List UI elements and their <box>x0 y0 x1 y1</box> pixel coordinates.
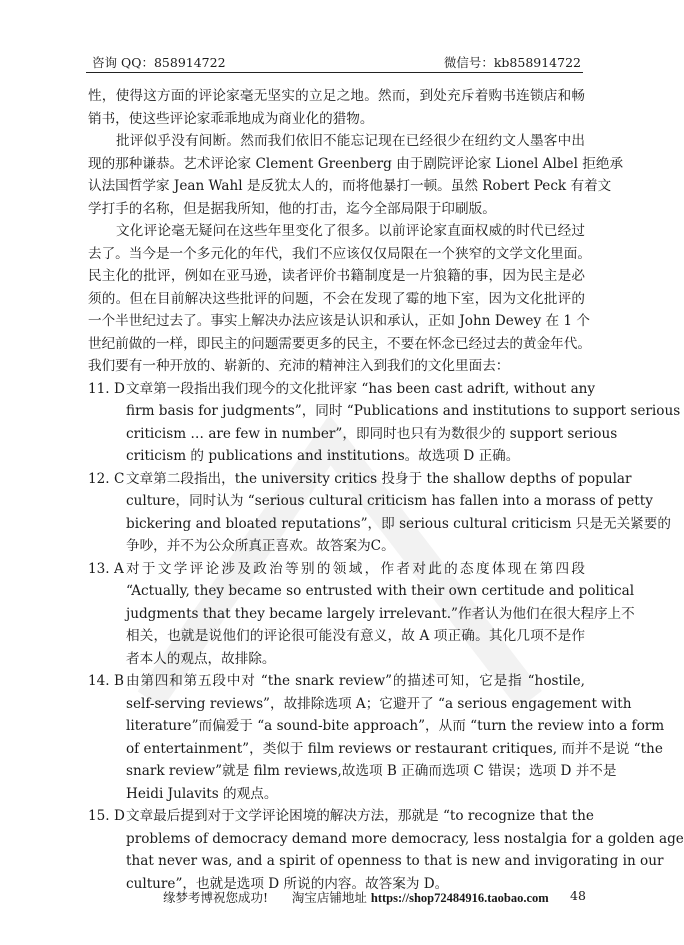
answer-item <box>88 558 635 671</box>
answer-line: bickering and bloated reputations”，即 serious cultural criticism 只是无关紧要的 <box>126 515 671 532</box>
paragraph-line: 性，使得这方面的评论家毫无坚实的立足之地。然而，到处充斥着购书连锁店和畅 <box>88 88 585 104</box>
answer-line: 文章第二段指出，the university critics 投身于 the shallow depths of popular <box>126 470 632 487</box>
document-body <box>88 85 684 895</box>
answer-number: 13. A <box>88 560 124 577</box>
paragraph-line: 去了。当今是一个多元化的年代，我们不应该仅仅局限在一个狭窄的文学文化里面。 <box>88 245 591 262</box>
page-header <box>86 52 583 73</box>
footer-shop-label: 淘宝店铺地址 <box>291 890 367 905</box>
answer-line: “Actually, they became so entrusted with their own certitude and political <box>126 583 635 599</box>
answer-line: 相关，也就是说他们的评论很可能没有意义，故 A 项正确。其化几项不是作 <box>126 628 585 644</box>
paragraph-line: 我们要有一种开放的、崭新的、充沛的精神注入到我们的文化里面去： <box>88 358 510 374</box>
paragraph-line: 现的那种谦恭。艺术评论家 Clement Greenberg 由于剧院评论家 Lionel Albel 拒绝承 <box>88 155 624 172</box>
paragraph <box>88 85 585 130</box>
paragraph-line: 文化评论毫无疑问在这些年里变化了很多。以前评论家直面权威的时代已经过 <box>116 223 585 239</box>
footer-slogan: 缘梦考博祝您成功! <box>163 890 269 905</box>
answer-item <box>88 805 684 895</box>
paragraph-line: 一个半世纪过去了。事实上解决办法应该是认识和承认，正如 John Dewey 在 1 个 <box>88 313 590 329</box>
paragraph-line: 须的。但在目前解决这些批评的问题，不会在发现了霉的地下室，因为文化批评的 <box>88 290 585 307</box>
answer-line: 文章最后提到对于文学评论困境的解决方法，那就是 “to recognize that the <box>126 808 594 824</box>
answer-line: problems of democracy demand more democracy, less nostalgia for a golden age <box>126 830 684 847</box>
answer-line: criticism … are few in number”，即同时也只有为数很少的 support serious <box>126 425 618 442</box>
paragraph-line: 销书，使这些评论家乖乖地成为商业化的猎物。 <box>88 110 374 127</box>
answer-line: firm basis for judgments”，同时 “Publications and institutions to support serious <box>126 403 681 419</box>
footer-shop-link[interactable]: https://shop72484916.taobao.com <box>370 891 549 905</box>
answer-number: 15. D <box>88 808 125 824</box>
answer-line: self-serving reviews”，故排除选项 A；它避开了 “a serious engagement with <box>126 695 632 712</box>
answer-line: 者本人的观点，故排除。 <box>126 650 276 667</box>
answer-item <box>88 468 671 558</box>
answer-line: criticism 的 publications and institutions。故选项 D 正确。 <box>126 448 520 464</box>
answer-item <box>88 378 681 468</box>
answer-line: 争吵，并不为公众所真正喜欢。故答案为C。 <box>126 538 395 554</box>
paragraph-line: 批评似乎没有间断。然而我们依旧不能忘记现在已经很少在纽约文人墨客中出 <box>116 133 585 149</box>
answer-line: 由第四和第五段中对 “the snark review”的描述可知，它是指 “hostile, <box>126 673 585 689</box>
paragraph-line: 认法国哲学家 Jean Wahl 是反犹太人的，而将他暴打一顿。虽然 Robert Peck 有着文 <box>88 178 612 194</box>
answer-number: 14. B <box>88 673 124 689</box>
answer-line: that never was, and a spirit of openness to that is new and invigorating in our <box>126 853 664 869</box>
answer-line: literature”而偏爱于 “a sound-bite approach”，从而 “turn the review into a form <box>126 718 665 734</box>
paragraph <box>88 220 591 378</box>
paragraph <box>88 130 624 220</box>
answer-line: 对于文学评论涉及政治等别的领域，作者对此的态度体现在第四段 <box>126 560 585 577</box>
answer-line: Heidi Julavits 的观点。 <box>126 785 278 802</box>
answer-number: 11. D <box>88 380 125 397</box>
answer-line: culture，同时认为 “serious cultural criticism has fallen into a morass of petty <box>126 493 653 509</box>
answer-item <box>88 670 665 805</box>
answer-line: 文章第一段指出我们现今的文化批评家 “has been cast adrift, without any <box>126 380 596 397</box>
paragraph-line: 民主化的批评，例如在亚马逊，读者评价书籍制度是一片狼籍的事，因为民主是必 <box>88 268 585 284</box>
paragraph-line: 学打手的名称，但是据我所知，他的打击，迄今全部局限于印刷版。 <box>88 200 496 217</box>
answer-line: judgments that they became largely irrelevant.”作者认为他们在很大程序上不 <box>126 605 635 622</box>
answer-line: culture”，也就是选项 D 所说的内容。故答案为 D。 <box>126 875 449 892</box>
header-qq: 咨询 QQ：858914722 <box>92 55 226 70</box>
page-number: 48 <box>570 888 586 903</box>
answer-line: snark review”就是 film reviews,故选项 B 正确而选项 C 错误；选项 D 并不是 <box>126 763 617 779</box>
header-wechat: 微信号：kb858914722 <box>443 55 581 70</box>
answer-line: of entertainment”，类似于 film reviews or restaurant critiques, 而并不是说 “the <box>126 740 663 757</box>
paragraph-line: 世纪前做的一样，即民主的问题需要更多的民主，不要在怀念已经过去的黄金年代。 <box>88 335 591 352</box>
answer-number: 12. C <box>88 470 125 487</box>
